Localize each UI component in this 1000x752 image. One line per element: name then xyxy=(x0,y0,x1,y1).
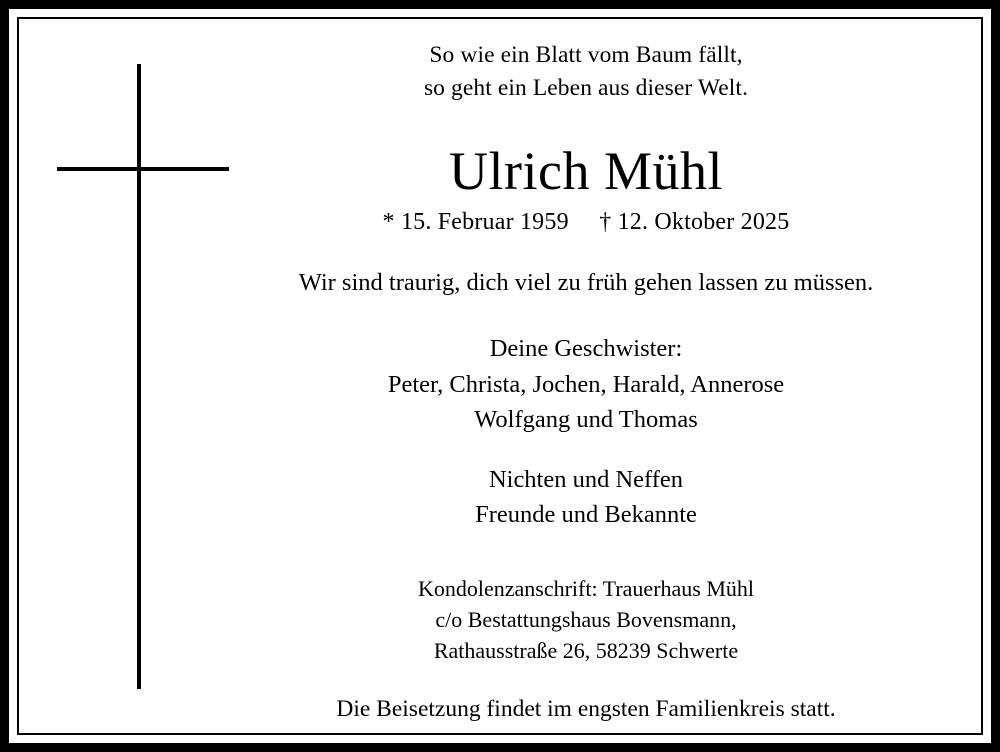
notice-content xyxy=(19,19,981,733)
condolence-address xyxy=(209,573,963,667)
verse-line-2: so geht ein Leben aus dieser Welt. xyxy=(423,75,749,102)
death-date: † 12. Oktober 2025 xyxy=(599,209,790,236)
family-line-2: Wolfgang und Thomas xyxy=(474,405,698,433)
cross-vertical-bar xyxy=(137,64,141,689)
cross-icon xyxy=(49,64,229,689)
funeral-notice: Die Beisetzung findet im engsten Familienkreis statt. xyxy=(336,696,836,723)
relations-line-1: Nichten und Neffen xyxy=(488,466,684,494)
deceased-name: Ulrich Mühl xyxy=(449,140,723,201)
notice-text-block xyxy=(209,39,963,723)
life-dates xyxy=(209,209,963,236)
verse-line-1: So wie ein Blatt vom Baum fällt, xyxy=(429,42,743,68)
condolence-line-1: Kondolenzanschrift: Trauerhaus Mühl xyxy=(417,575,755,601)
condolence-line-2: c/o Bestattungshaus Bovensmann, xyxy=(435,606,737,632)
relations-line-2: Freunde und Bekannte xyxy=(475,501,697,529)
cross-horizontal-bar xyxy=(57,167,229,171)
family-line-1: Peter, Christa, Jochen, Harald, Annerose xyxy=(387,370,785,398)
condolence-line-3: Rathausstraße 26, 58239 Schwerte xyxy=(433,638,739,664)
birth-date: * 15. Februar 1959 xyxy=(382,209,569,236)
family-heading: Deine Geschwister: xyxy=(489,335,683,363)
mourning-message: Wir sind traurig, dich viel zu früh gehen lassen zu müssen. xyxy=(298,269,874,297)
relations-section xyxy=(209,462,963,533)
verse xyxy=(209,39,963,106)
family-section xyxy=(209,331,963,437)
